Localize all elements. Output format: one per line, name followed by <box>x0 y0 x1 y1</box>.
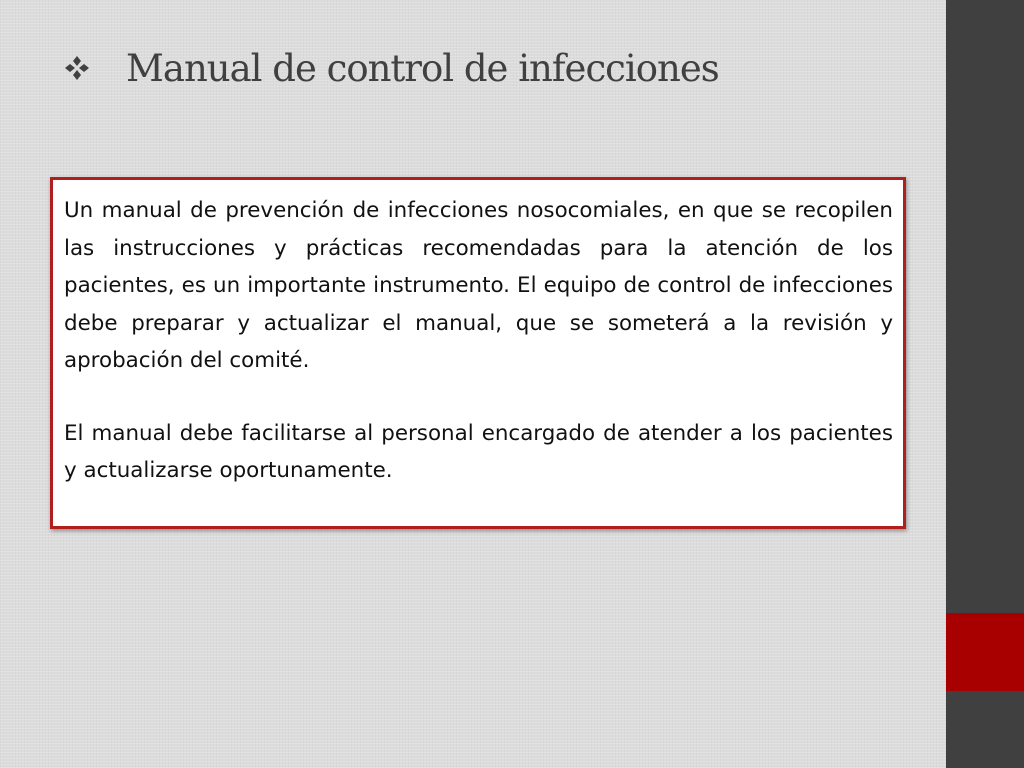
slide-title: Manual de control de infecciones <box>126 46 719 90</box>
title-row <box>64 40 719 96</box>
side-accent-block <box>946 613 1024 691</box>
paragraph-2: El manual debe facilitarse al personal encargado de atender a los pacientes y actualizarse oportunamente. <box>64 420 893 483</box>
four-diamond-bullet-icon <box>64 55 90 81</box>
content-box <box>50 177 906 529</box>
paragraph-1: Un manual de prevención de infecciones nosocomiales, en que se recopilen las instrucciones y prácticas recomendadas para la atención de los pacientes, es un importante instrumento. El equipo de control de infecciones debe preparar y actualizar el manual, que se someterá a la revisión y aprobación del comité. <box>64 198 893 373</box>
